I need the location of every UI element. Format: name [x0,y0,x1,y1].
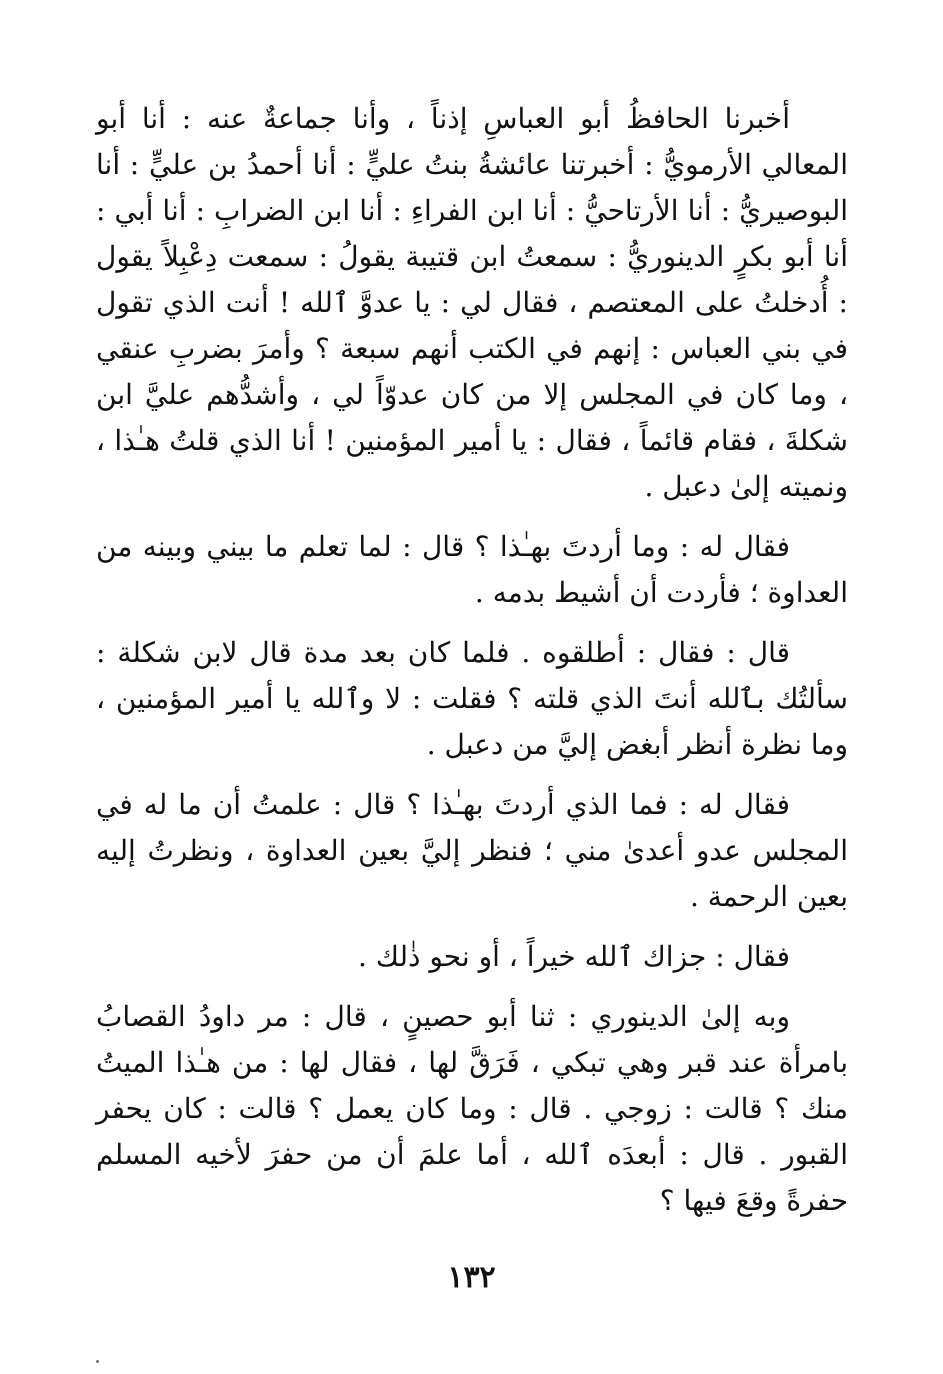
paragraph: فقال له : فما الذي أردتَ بهـٰذا ؟ قال : علمتُ أن ما له في المجلس عدو أعدىٰ مني ؛ فنظر إليَّ بعين العداوة ، ونظرتُ إليه بعين الرحمة . [96,788,848,913]
paragraph: قال : فقال : أطلقوه . فلما كان بعد مدة قال لابن شكلة : سألتُك بٱلله أنتَ الذي قلته ؟ فقلت : لا وٱلله يا أمير المؤمنين ، وما نظرة أنظر أبغض إليَّ من دعبل . [96,636,848,761]
paragraph: أخبرنا الحافظُ أبو العباسِ إذناً ، وأنا جماعةٌ عنه : أنا أبو المعالي الأرمويُّ : أخبرتنا عائشةُ بنتُ عليٍّ : أنا أحمدُ بن عليٍّ : أنا البوصيريُّ : أنا الأرتاحيُّ : أنا ابن الفراءِ : أنا ابن الضرابِ : أنا أبي : أنا أبو بكرٍ الدينوريُّ : سمعتُ ابن قتيبة يقولُ : سمعت دِعْبِلاً يقول : أُدخلتُ على المعتصم ، فقال لي : يا عدوَّ ٱلله ! أنت الذي تقول في بني العباس : إنهم في الكتب أنهم سبعة ؟ وأمرَ بضربِ عنقي ، وما كان في المجلس إلا من كان عدوّاً لي ، وأشدُّهم عليَّ ابن شكلةَ ، فقام قائماً ، فقال : يا أمير المؤمنين ! أنا الذي قلتُ هـٰذا ، ونميته إلىٰ دعبل . [96,102,848,503]
page-number: ١٣٢ [447,1260,496,1295]
scan-speck [96,1360,99,1363]
paragraph: فقال له : وما أردتَ بهـٰذا ؟ قال : لما تعلم ما بيني وبينه من العداوة ؛ فأردت أن أشيط بدمه . [96,530,848,609]
paragraph: وبه إلىٰ الدينوري : ثنا أبو حصينٍ ، قال : مر داودُ القصابُ بامرأة عند قبر وهي تبكي ، فَرَقَّ لها ، فقال لها : من هـٰذا الميتُ منك ؟ قالت : زوجي . قال : وما كان يعمل ؟ قالت : كان يحفر القبور . قال : أبعدَه ٱلله ، أما علمَ أن من حفرَ لأخيه المسلم حفرةً وقعَ فيها ؟ [96,1000,848,1217]
paragraph: فقال : جزاك ٱلله خيراً ، أو نحو ذٰلك . [358,940,790,973]
body-text [96,96,848,1224]
